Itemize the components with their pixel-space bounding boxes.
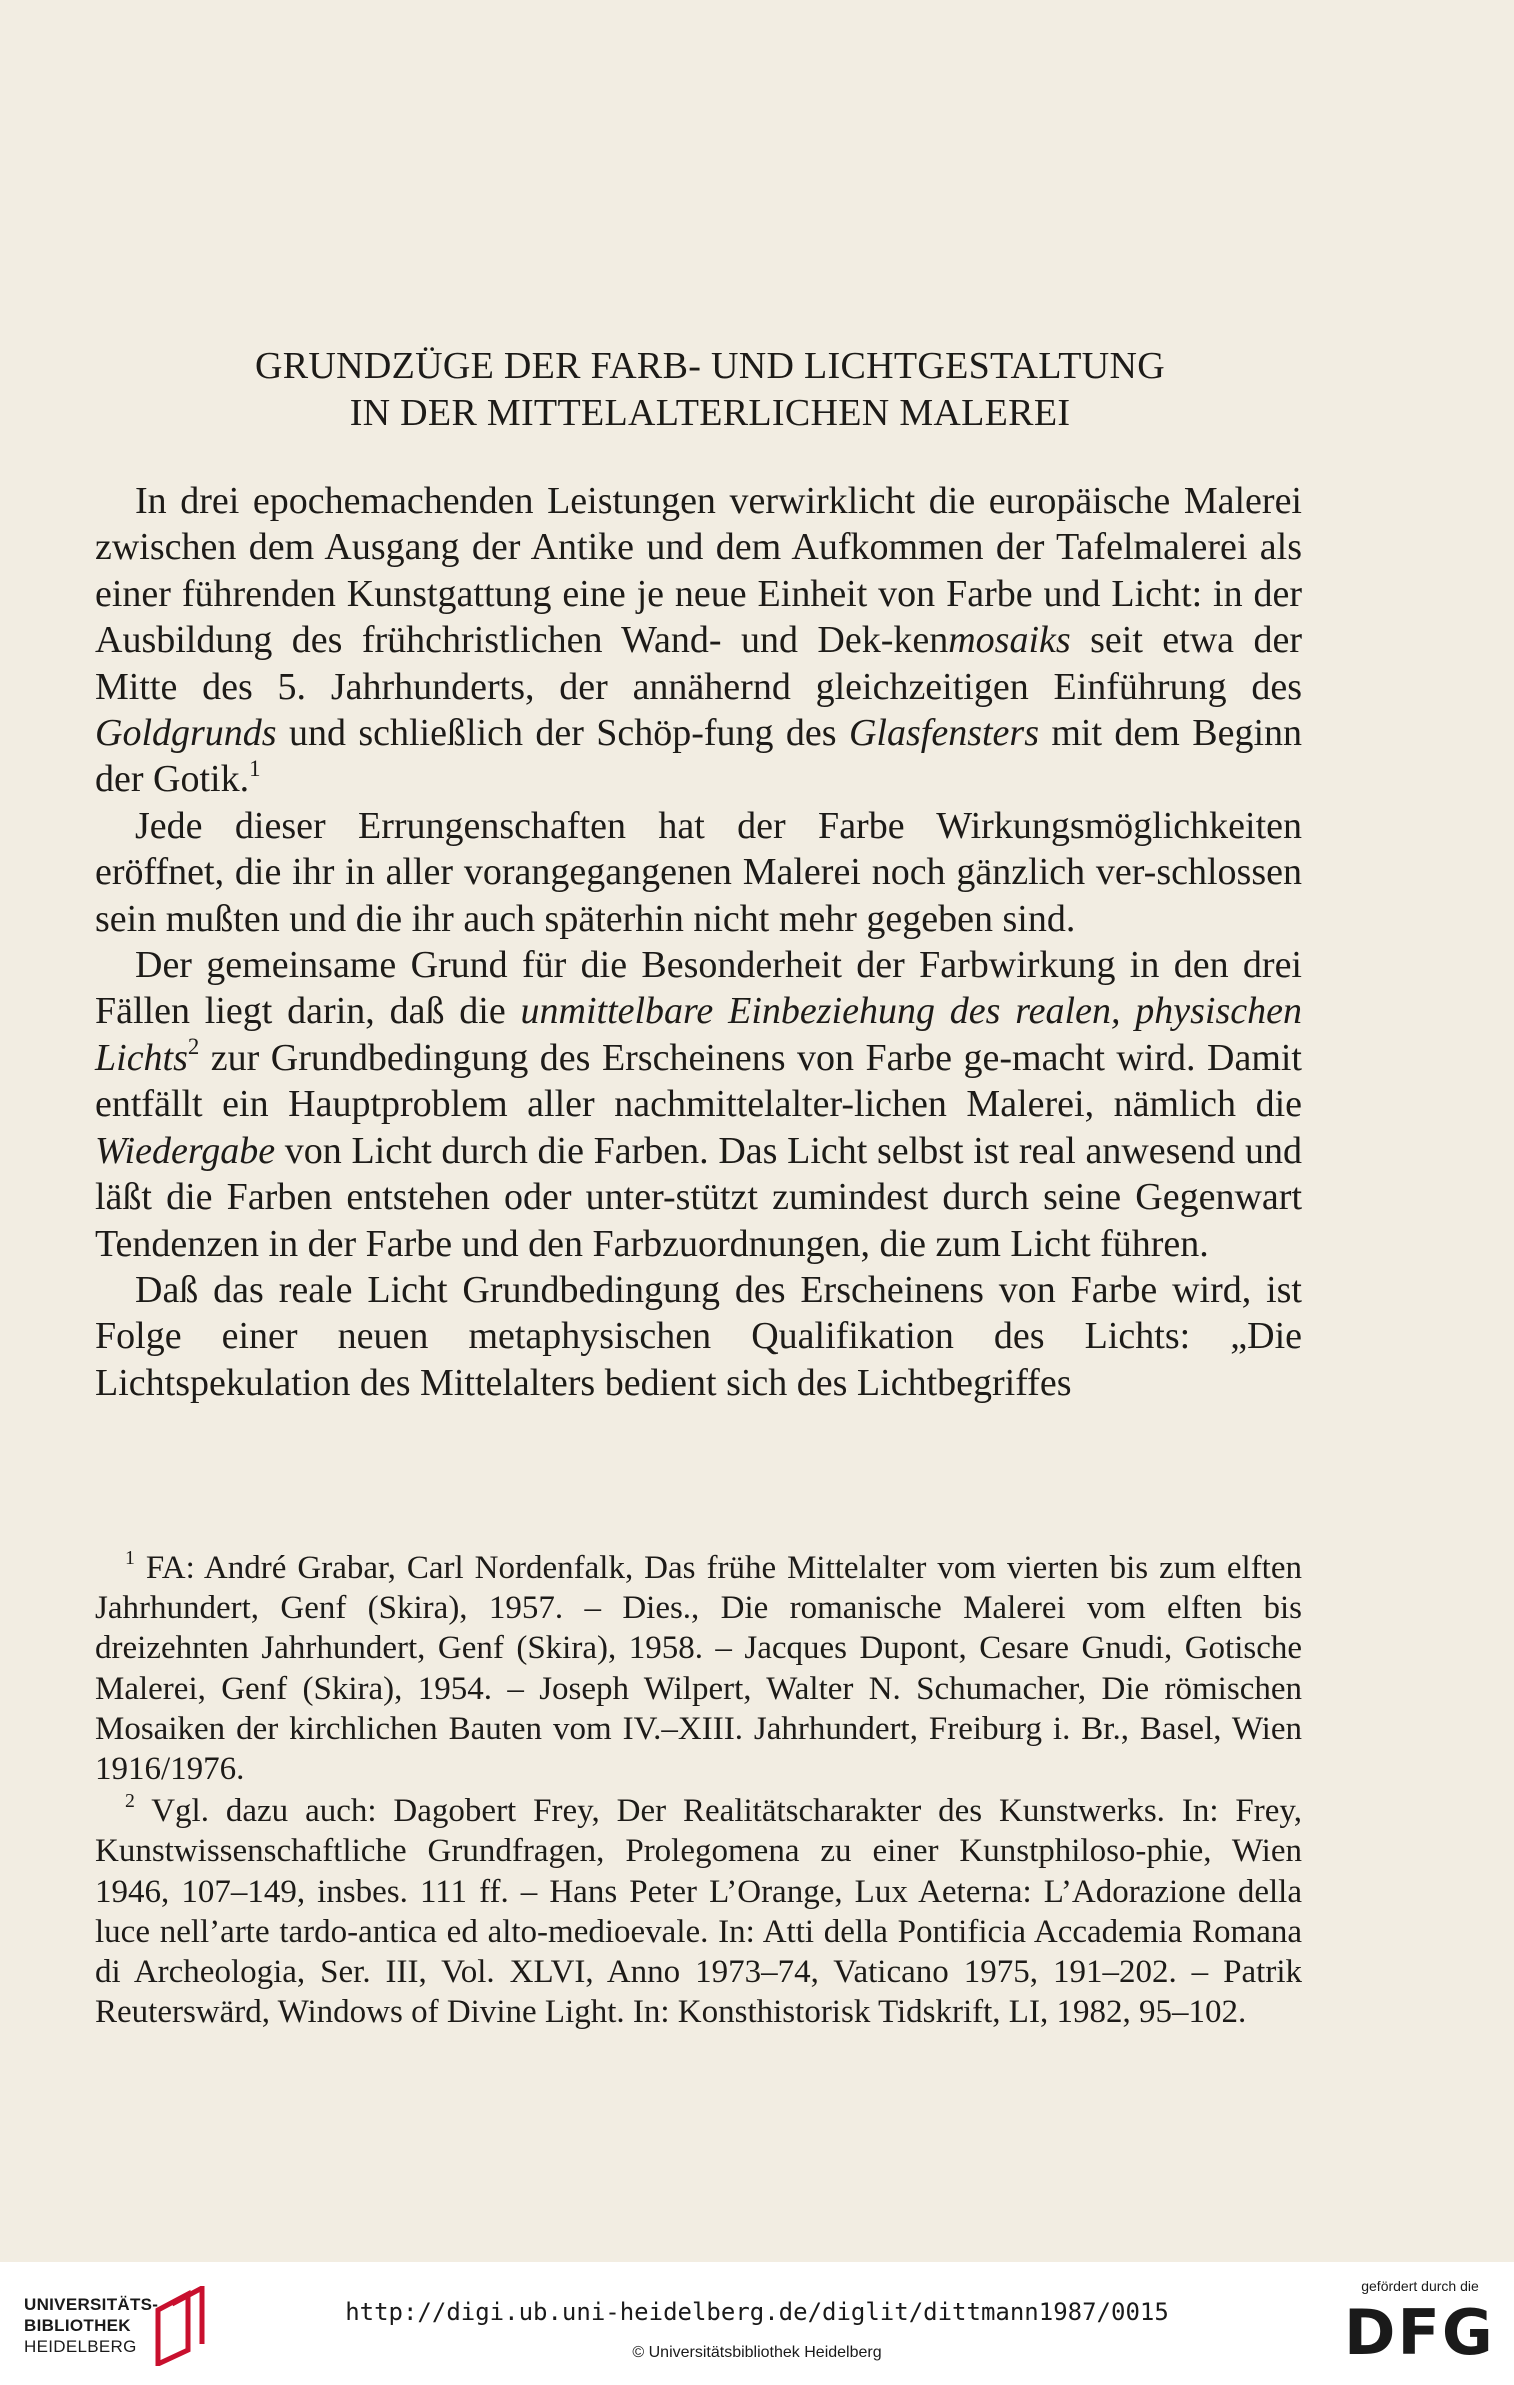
heading-line-2: IN DER MITTELALTERLICHEN MALEREI xyxy=(349,392,1071,434)
paragraph-4: Daß das reale Licht Grundbedingung des Erscheinens von Farbe wird, ist Folge einer neuen metaphysischen Qualifikation des Lichts: „Die Lichtspekulation des Mittelalters bedient sich des Lichtbegriffes xyxy=(95,1268,1302,1404)
footnote-ref-2: 2 xyxy=(187,1033,200,1059)
logo-line-1: UNIVERSITÄTS- xyxy=(24,2295,159,2314)
footnote-2 xyxy=(95,1791,1302,2032)
text-run: von Licht durch die Farben. Das Licht selbst ist real anwesend und läßt die Farben entstehen oder unter-stützt zumindest durch seine Gegenwart Tendenzen in der Farbe und den Farbzuordnungen, die zum Licht führen. xyxy=(95,1129,1302,1265)
digitization-footer xyxy=(0,2262,1514,2385)
text-run: zur Grundbedingung des Erscheinens von Farbe ge-macht wird. Damit entfällt ein Hauptproblem aller nachmittelalter-lichen Malerei, nämlich die xyxy=(95,1036,1302,1126)
text-run: seit etwa der Mitte des 5. Jahrhunderts, der annähernd gleichzeitigen Einführung des xyxy=(95,619,1302,708)
paragraph-2: Jede dieser Errungenschaften hat der Farbe Wirkungsmöglichkeiten eröffnet, die ihr in aller vorangegangenen Malerei noch gänzlich ver-schlossen sein mußten und die ihr auch späterhin nicht mehr gegeben sind. xyxy=(95,804,1302,940)
footnote-ref-1: 1 xyxy=(249,755,261,781)
emphasis: mosaiks xyxy=(948,619,1071,662)
permalink-url[interactable]: http://digi.ub.uni-heidelberg.de/diglit/dittmann1987/0015 xyxy=(345,2298,1169,2326)
footnote-1 xyxy=(95,1548,1302,1789)
paragraph-1 xyxy=(95,478,1302,803)
text-run: In drei epochemachenden Leistungen verwirklicht die europäische Malerei zwischen dem Ausgang der Antike und dem Aufkommen der Tafelmalerei als einer führenden Kunstgattung eine je neue Einheit von Farbe und Licht: in der Ausbildung des frühchristlichen Wand- und Dek-ken xyxy=(95,480,1302,662)
footnotes xyxy=(95,1548,1302,2034)
text-run: mit dem Beginn der Gotik. xyxy=(95,712,1302,801)
footnote-number: 2 xyxy=(125,1790,135,1813)
emphasis: unmittelbare Einbeziehung des realen, physischen Lichts xyxy=(95,990,1302,1079)
body-text xyxy=(95,478,1302,1406)
dfg-caption: gefördert durch die xyxy=(1361,2278,1479,2294)
footnote-text: FA: André Grabar, Carl Nordenfalk, Das frühe Mittelalter vom vierten bis zum elften Jahrhundert, Genf (Skira), 1957. – Dies., Die romanische Malerei vom elften bis dreizehnten Jahrhundert, Genf (Skira), 1958. – Jacques Dupont, Cesare Gnudi, Gotische Malerei, Genf (Skira), 1954. – Joseph Wilpert, Walter N. Schumacher, Die römischen Mosaiken der kirchlichen Bauten vom IV.–XIII. Jahrhundert, Freiburg i. Br., Basel, Wien 1916/1976. xyxy=(95,1550,1302,1788)
emphasis: Wiedergabe xyxy=(95,1129,276,1172)
copyright-notice: © Universitätsbibliothek Heidelberg xyxy=(632,2344,882,2361)
text-run: und schließlich der Schöp-fung des xyxy=(276,712,849,755)
footnote-text: Vgl. dazu auch: Dagobert Frey, Der Realitätscharakter des Kunstwerks. In: Frey, Kunstwissenschaftliche Grundfragen, Prolegomena zu einer Kunstphiloso-phie, Wien 1946, 107–149, insbes. 111 ff. – Hans Peter L’Orange, Lux Aeterna: L’Adorazione della luce nell’arte tardo-antica ed alto-medioevale. In: Atti della Pontificia Accademia Romana di Archeologia, Ser. III, Vol. XLVI, Anno 1973–74, Vaticano 1975, 191–202. – Patrik Reuterswärd, Windows of Divine Light. In: Konsthistorisk Tidskrift, LI, 1982, 95–102. xyxy=(95,1793,1302,2031)
heading-line-1: GRUNDZÜGE DER FARB- UND LICHTGESTALTUNG xyxy=(254,345,1166,387)
footnote-number: 1 xyxy=(125,1547,135,1570)
logo-line-2: BIBLIOTHEK xyxy=(24,2316,131,2335)
emphasis: Goldgrunds xyxy=(95,712,277,755)
text-run: Der gemeinsame Grund für die Besonderheit der Farbwirkung in den drei Fällen liegt darin, daß die xyxy=(95,944,1302,1033)
chapter-heading xyxy=(95,343,1325,437)
dfg-logo-icon: DFG xyxy=(1344,2296,1495,2369)
paragraph-3 xyxy=(95,942,1302,1267)
logo-line-3: HEIDELBERG xyxy=(24,2337,137,2356)
emphasis: Glasfensters xyxy=(848,712,1039,755)
